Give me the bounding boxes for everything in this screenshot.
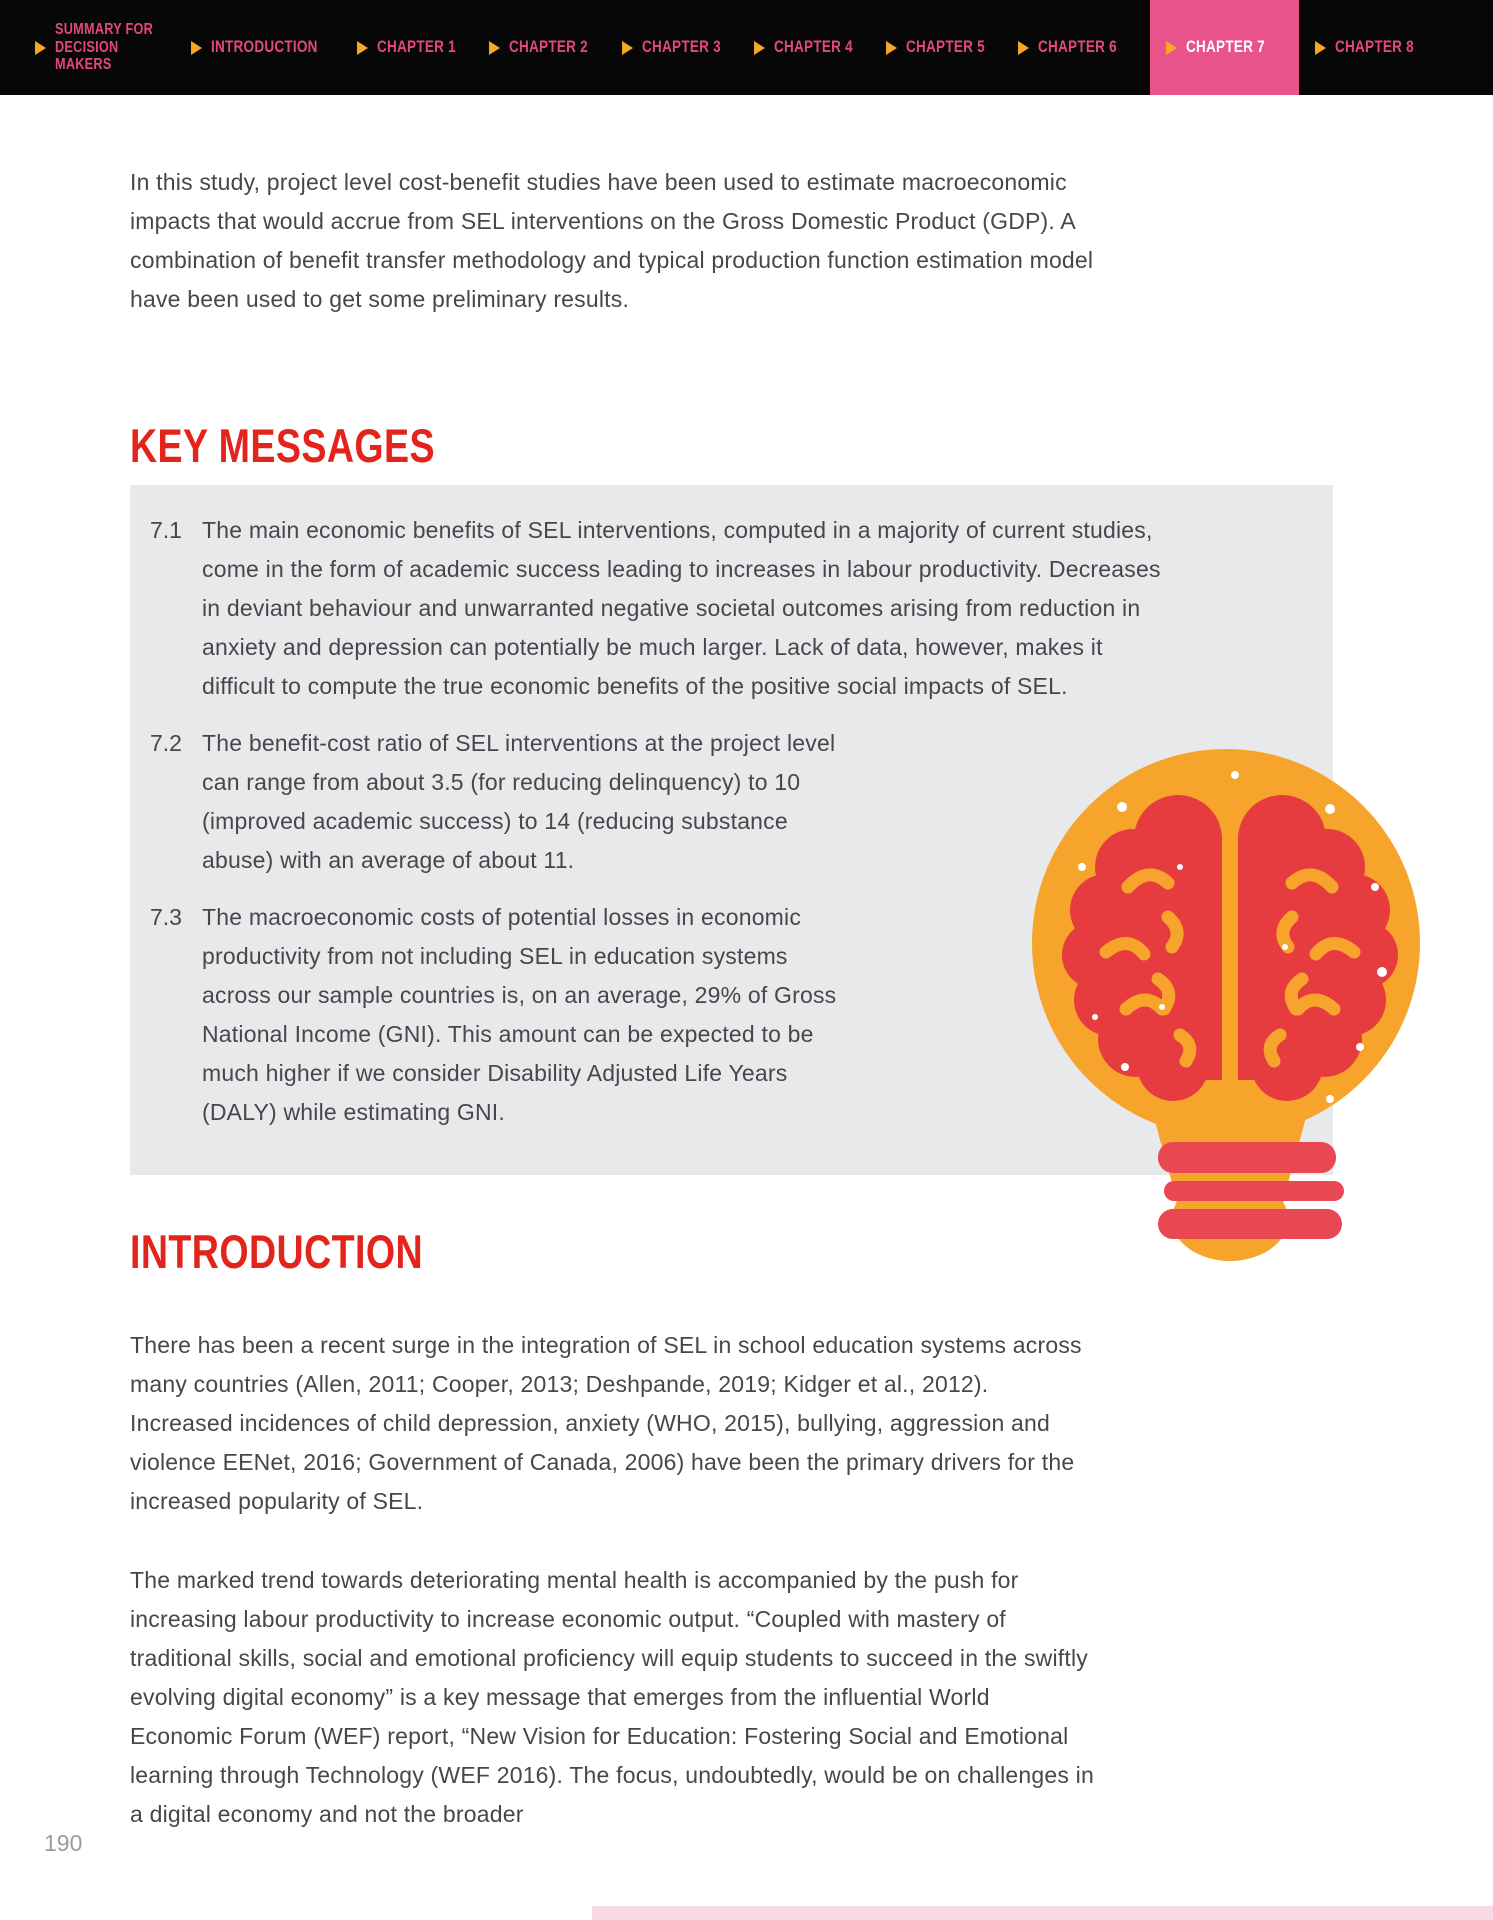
- key-message-text: The benefit-cost ratio of SEL interventions at the project level can range from about 3.5 (for reducing delinquency) to 10 (improved academic success) to 14 (reducing substance abuse) with an average of about 11.: [202, 730, 836, 873]
- nav-item-chapter-8[interactable]: [1315, 0, 1431, 95]
- nav-item-chapter-6[interactable]: [1018, 0, 1134, 95]
- introduction-paragraph-2: The marked trend towards deteriorating mental health is accompanied by the push for increasing labour productivity to increase economic output. “Coupled with mastery of traditional skills, social and emotional proficiency will equip students to succeed in the swiftly evolving digital economy” is a key message that emerges from the influential World Economic Forum (WEF) report, “New Vision for Education: Fostering Social and Emotional learning through Technology (WEF 2016). The focus, undoubtedly, would be on challenges in a digital economy and not the broader: [130, 1567, 1094, 1827]
- nav-item-chapter-3[interactable]: [622, 0, 738, 95]
- introduction-heading: INTRODUCTION: [130, 1225, 424, 1278]
- nav-item-chapter-4[interactable]: [754, 0, 870, 95]
- nav-item-label: INTRODUCTION: [211, 38, 318, 56]
- key-message-number: 7.1: [150, 517, 182, 543]
- nav-item-introduction[interactable]: [191, 0, 341, 95]
- right-triangle-icon: [1315, 41, 1326, 55]
- right-triangle-icon: [357, 41, 368, 55]
- nav-item-chapter-2[interactable]: [489, 0, 605, 95]
- right-triangle-icon: [191, 41, 202, 55]
- key-message-text: The main economic benefits of SEL interventions, computed in a majority of current studies, come in the form of academic success leading to increases in labour productivity. Decreases in deviant behaviour and unwarranted negative societal outcomes arising from reduction in anxiety and depression can potentially be much larger. Lack of data, however, makes it difficult to compute the true economic benefits of the positive social impacts of SEL.: [202, 517, 1161, 699]
- right-triangle-icon: [886, 41, 897, 55]
- key-message-number: 7.3: [150, 904, 182, 930]
- nav-item-chapter-5[interactable]: [886, 0, 1002, 95]
- right-triangle-icon: [754, 41, 765, 55]
- nav-item-summary-for-decision-makers[interactable]: [35, 0, 175, 95]
- nav-item-label: CHAPTER 1: [377, 38, 456, 56]
- right-triangle-icon: [489, 41, 500, 55]
- nav-item-label: CHAPTER 7: [1186, 38, 1266, 56]
- key-message-item: [150, 511, 1333, 706]
- nav-item-label: SUMMARY FOR DECISION MAKERS: [55, 20, 154, 74]
- nav-item-label: CHAPTER 2: [509, 38, 589, 56]
- nav-item-chapter-7[interactable]: [1150, 0, 1298, 95]
- page-number: 190: [44, 1830, 83, 1856]
- nav-item-label: CHAPTER 8: [1334, 38, 1414, 56]
- key-message-text: The macroeconomic costs of potential losses in economic productivity from not including SEL in education systems across our sample countries is, on an average, 29% of Gross National Income (GNI). This amount can be expected to be much higher if we consider Disability Adjusted Life Years (DALY) while estimating GNI.: [202, 904, 837, 1125]
- chapter-nav: [0, 0, 1493, 95]
- nav-item-chapter-1[interactable]: [357, 0, 473, 95]
- right-triangle-icon: [622, 41, 633, 55]
- footer-accent-strip: [592, 1906, 1493, 1920]
- page-content: [0, 163, 1493, 1834]
- key-messages-heading: KEY MESSAGES: [130, 419, 435, 472]
- right-triangle-icon: [35, 41, 46, 55]
- lead-paragraph: In this study, project level cost-benefit studies have been used to estimate macroeconomic impacts that would accrue from SEL interventions on the Gross Domestic Product (GDP). A combination of benefit transfer methodology and typical production function estimation model have been used to get some preliminary results.: [130, 169, 1094, 312]
- nav-item-label: CHAPTER 4: [773, 38, 853, 56]
- nav-item-label: CHAPTER 6: [1038, 38, 1118, 56]
- key-message-item: [150, 724, 1333, 880]
- right-triangle-icon: [1018, 41, 1029, 55]
- nav-item-label: CHAPTER 3: [641, 38, 721, 56]
- introduction-paragraph-1: There has been a recent surge in the integration of SEL in school education systems across many countries (Allen, 2011; Cooper, 2013; Deshpande, 2019; Kidger et al., 2012). Increased incidences of child depression, anxiety (WHO, 2015), bullying, aggression and violence EENet, 2016; Government of Canada, 2006) have been the primary drivers for the increased popularity of SEL.: [130, 1332, 1082, 1514]
- nav-item-label: CHAPTER 5: [905, 38, 985, 56]
- key-message-item: [150, 898, 1333, 1132]
- key-messages-box: [130, 485, 1333, 1175]
- key-message-number: 7.2: [150, 730, 182, 756]
- right-triangle-icon: [1166, 41, 1177, 55]
